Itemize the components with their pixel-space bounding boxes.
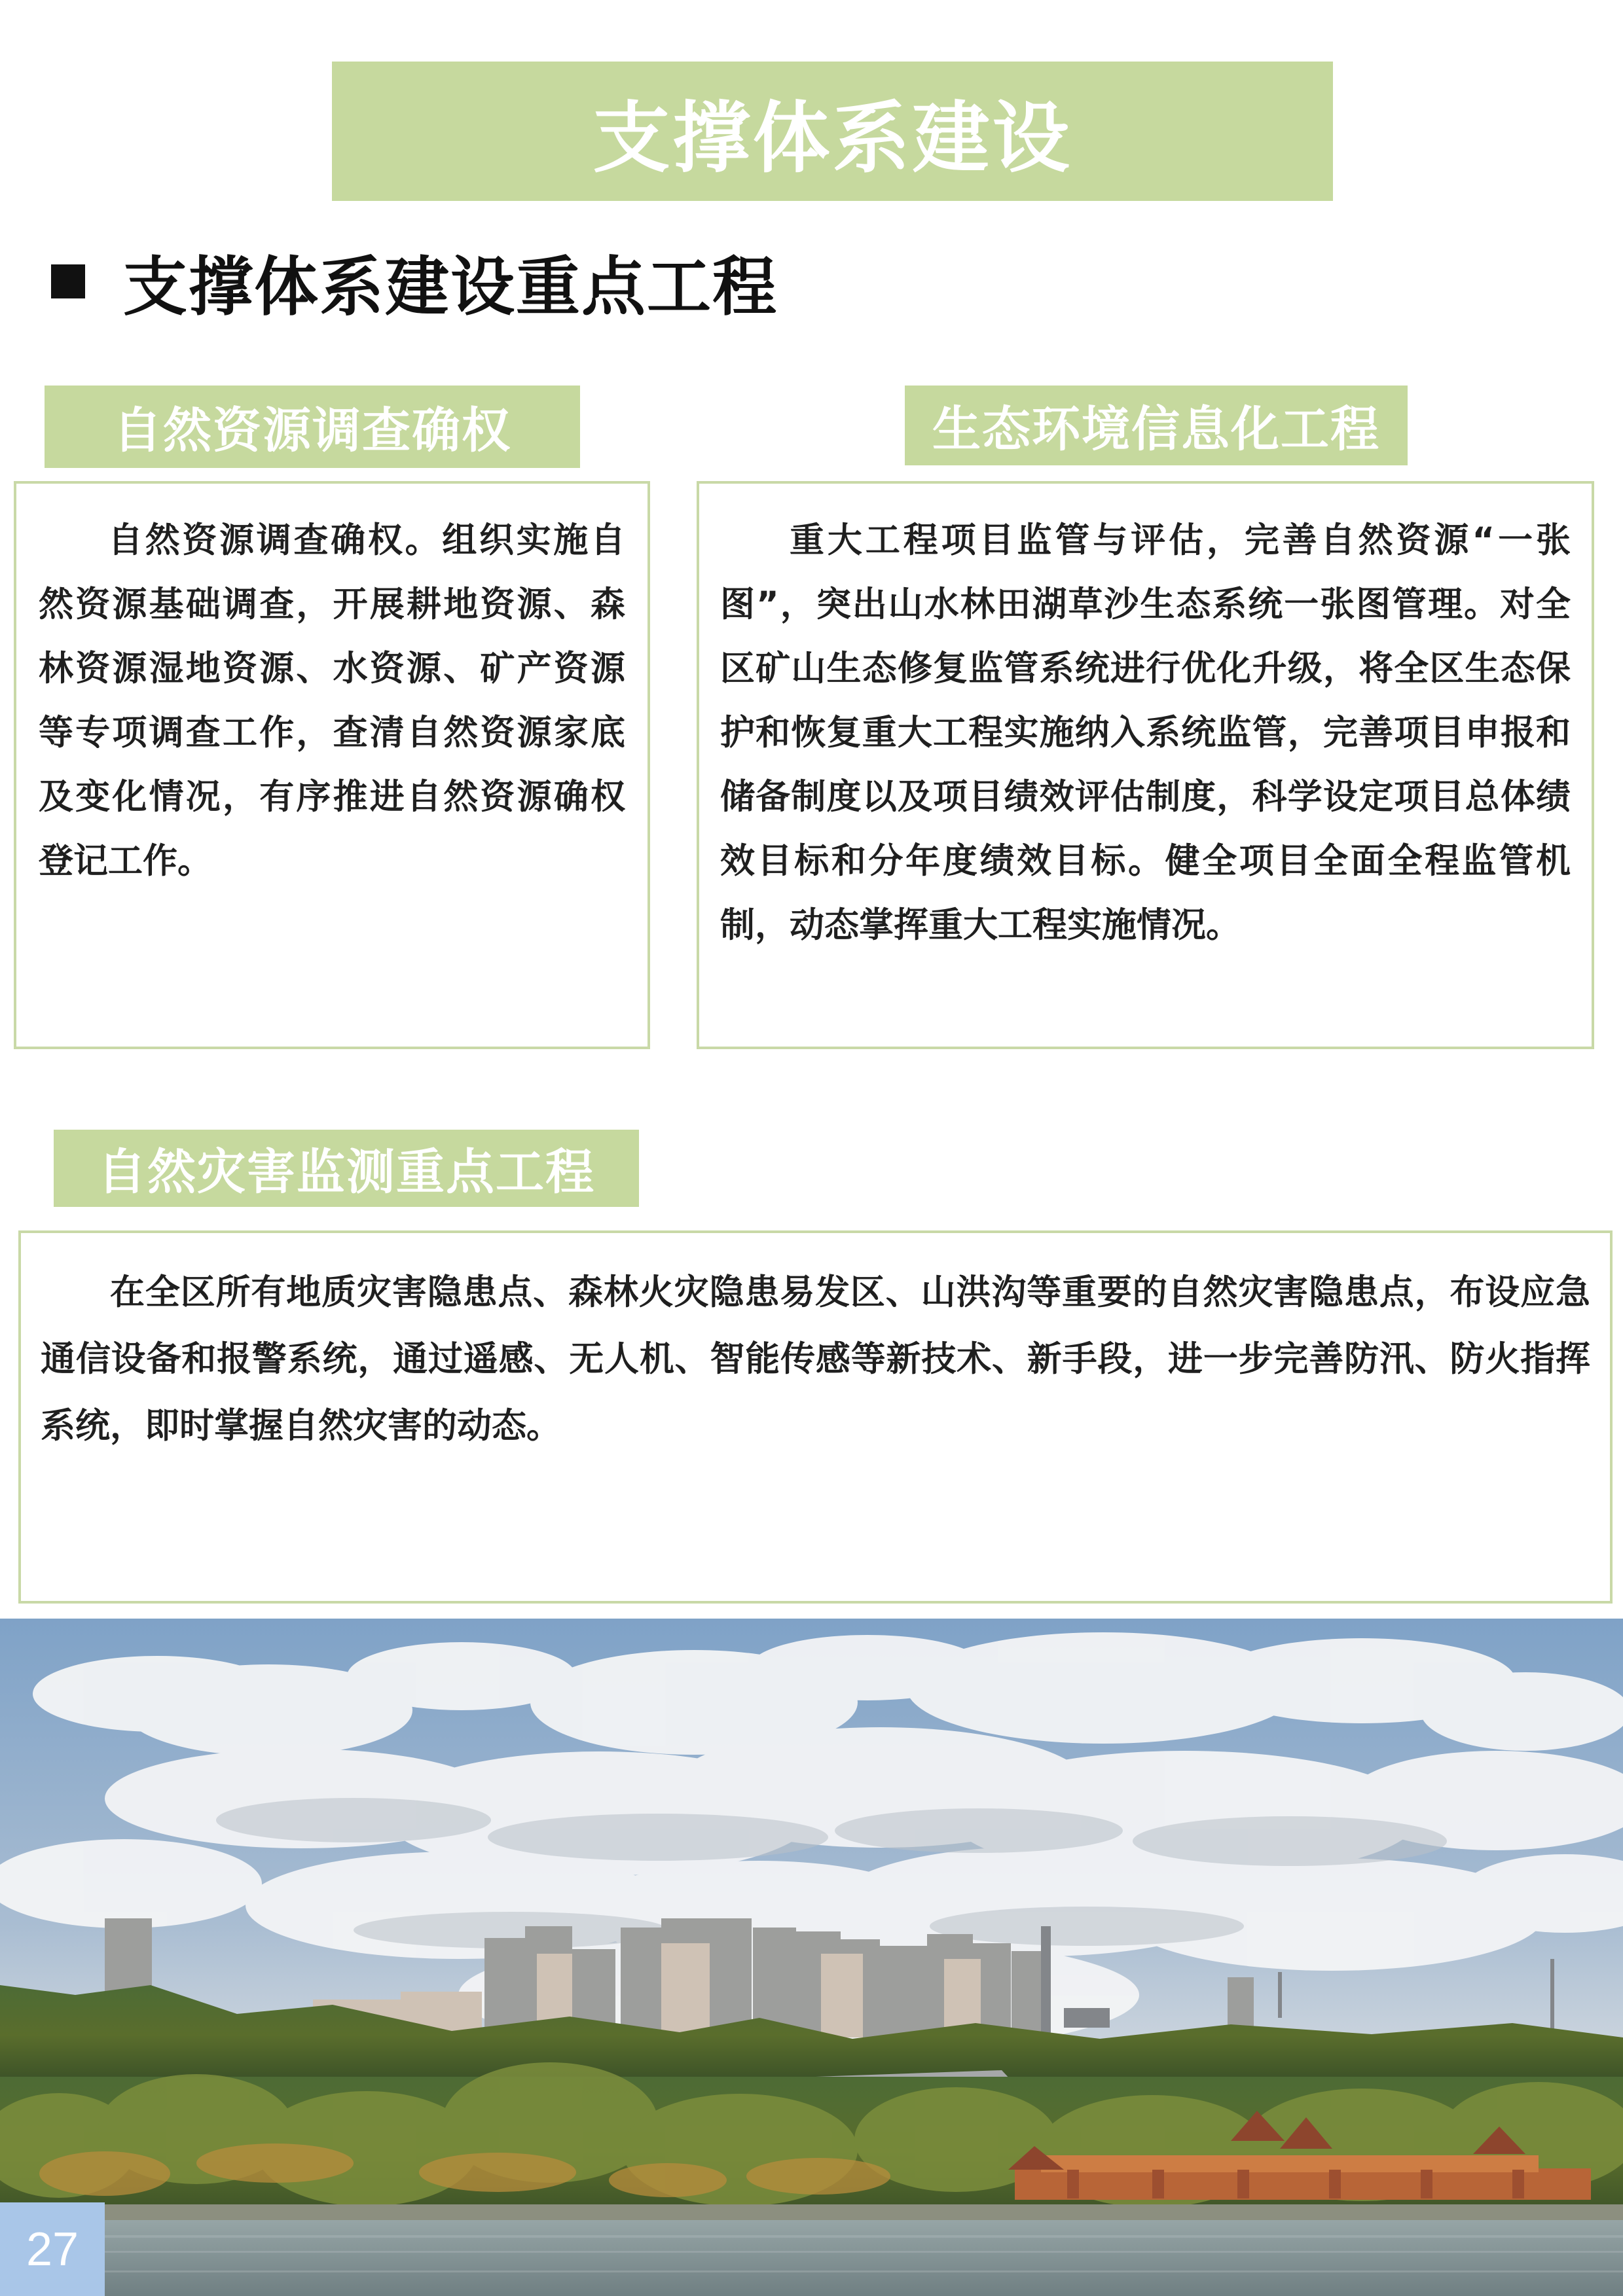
page-number: 27 [26,2223,79,2276]
disaster-monitoring-text: 在全区所有地质灾害隐患点、森林火灾隐患易发区、山洪沟等重要的自然灾害隐患点，布设应急通信设备和报警系统，通过遥感、无人机、智能传感等新技术、新手段，进一步完善防汛、防火指挥系统，即时掌握自然灾害的动态。 [41,1272,1590,1446]
section-label-disaster-monitoring [54,1130,639,1207]
section-heading [51,236,778,327]
natural-resource-survey-text: 自然资源调查确权。组织实施自然资源基础调查，开展耕地资源、森林资源湿地资源、水资源、矿产资源等专项调查工作，查清自然资源家底及变化情况，有序推进自然资源确权登记工作。 [39,520,625,881]
section-label-text: 生态环境信息化工程 [932,401,1380,457]
eco-informatization-text: 重大工程项目监管与评估，完善自然资源“一张图”，突出山水林田湖草沙生态系统一张图管理。对全区矿山生态修复监管系统进行优化升级，将全区生态保护和恢复重大工程实施纳入系统监管，完善项目申报和储备制度以及项目绩效评估制度，科学设定项目总体绩效目标和分年度绩效目标。健全项目全面全程监管机制，动态掌挥重大工程实施情况。 [720,520,1571,945]
city-skyline-lake-photo [0,1619,1623,2296]
section-label-natural-resource-survey [45,386,580,468]
natural-resource-survey-card [14,481,650,1049]
section-label-eco-informatization [905,386,1408,465]
bullet-square-icon [51,264,85,298]
page-title: 支撑体系建设 [593,92,1072,183]
disaster-monitoring-card [18,1230,1613,1604]
section-heading-text: 支撑体系建设重点工程 [123,249,778,325]
title-banner [332,62,1333,201]
section-label-text: 自然灾害监测重点工程 [98,1144,595,1200]
eco-informatization-card [697,481,1594,1049]
page-number-box [0,2202,105,2296]
section-label-text: 自然资源调查确权 [113,403,511,459]
